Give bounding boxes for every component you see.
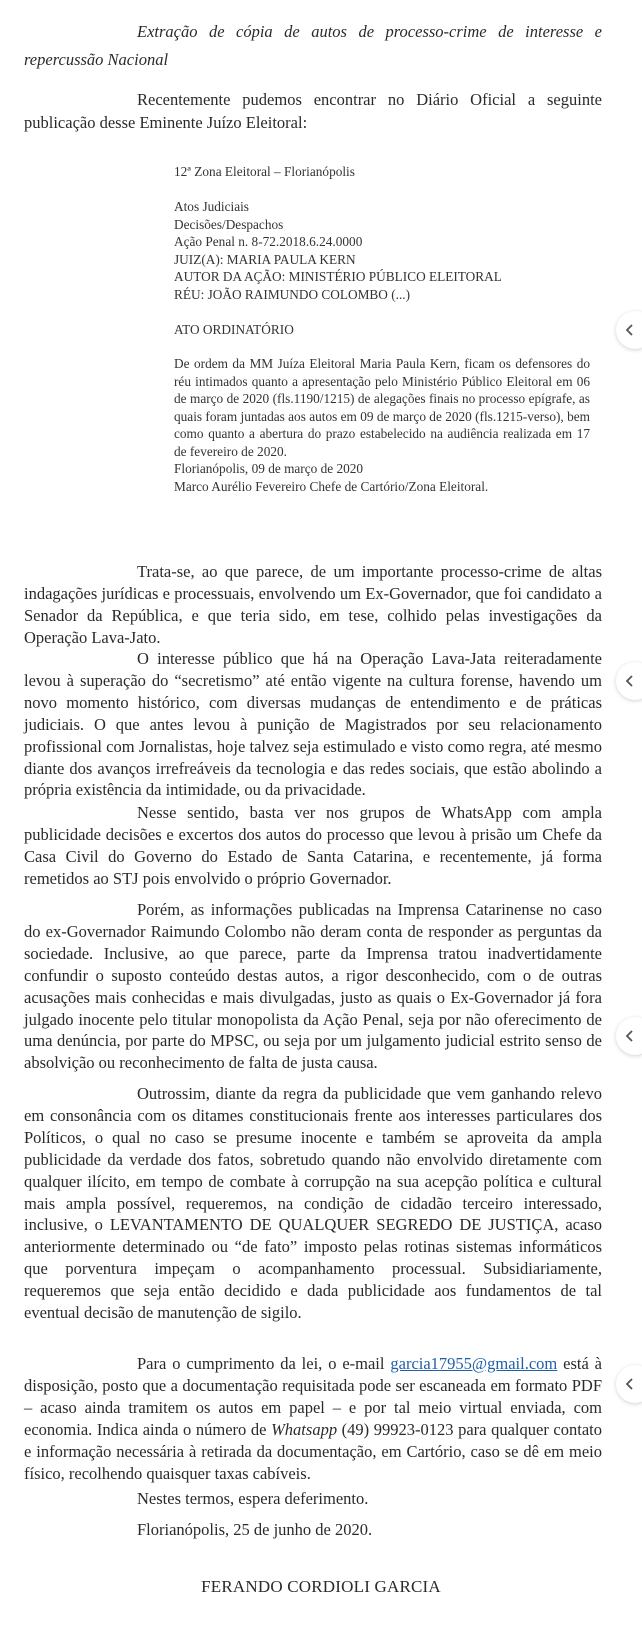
contact-paragraph (24, 1353, 602, 1484)
paragraph-3: Nesse sentido, basta ver nos grupos de WhatsApp com ampla publicidade decisões e excertos dos autos do processo que levou à prisão um Chefe da Casa Civil do Governo do Estado de Santa Catarina, e recentemente, já forma remetidos ao STJ pois envolvido o próprio Governador. (24, 803, 602, 888)
publication-line: RÉU: JOÃO RAIMUNDO COLOMBO (...) (174, 286, 411, 302)
body-paragraph (24, 648, 602, 801)
paragraph-5: Outrossim, diante da regra da publicidade que vem ganhando relevo em consonância com os ditames constitucionais frente aos interesses particulares dos Políticos, o qual no caso se presume inocente e também se aproveita da ampla publicidade da verdade dos fatos, sobretudo quando não envolvido diretamente com qualquer ilícito, em tempo de combate à corrupção na sua acepção política e cultural mais ampla possível, requeremos, na condição de cidadão terceiro interessado, inclusive, o LEVANTAMENTO DE QUALQUER SEGREDO DE JUSTIÇA, acaso anteriormente determinado ou “de fato” imposto pelas rotinas sistemas informáticos que porventura impeçam o acompanhamento processual. Subsidiariamente, requeremos que seja então decidido e dada publicidade aos fundamentos de tal eventual decisão de manutenção de sigilo. (24, 1084, 602, 1323)
signature-name: FERANDO CORDIOLI GARCIA (201, 1577, 441, 1596)
intro-paragraph: Recentemente pudemos encontrar no Diário Oficial a seguinte publicação desse Eminente Juízo Eleitoral: (24, 90, 602, 132)
contact-text-before: Para o cumprimento da lei, o e-mail (137, 1354, 391, 1373)
paragraph-4: Porém, as informações publicadas na Imprensa Catarinense no caso do ex-Governador Raimundo Colombo não deram conta de responder as perguntas da sociedade. Inclusive, ao que parece, parte da Imprensa tratou inadvertidamente confundir o suposto conteúdo destas autos, a rigor desconhecido, com o de outras acusações mais conhecidas e mais divulgadas, justo as quais o Ex-Governador já fora julgado inocente pelo titular monopolista da Ação Penal, seja por não oferecimento de uma denúncia, por parte do MPSC, ou seja por um julgamento judicial estrito senso de absolvição ou reconhecimento de falta de justa causa. (24, 900, 602, 1073)
body-paragraph (24, 561, 602, 649)
publication-zone: 12ª Zona Eleitoral – Florianópolis (174, 164, 355, 179)
contact-text-after: (49) 99923-0123 para qualquer contato e informação necessária à retirada da documentação, em Cartório, caso se dê em meio físico, recolhendo quaisquer taxas cabíveis. (24, 1419, 602, 1483)
body-paragraph (24, 899, 602, 1074)
act-place-date: Florianópolis, 09 de março de 2020 (174, 461, 364, 476)
closing-place-date: Florianópolis, 25 de junho de 2020. (137, 1520, 373, 1539)
body-paragraph (24, 1083, 602, 1324)
chevron-left-icon (625, 1030, 635, 1042)
contact-text-middle: está à disposição, posto que a documentação requisitada pode ser escaneada em formato PDF – acaso ainda tramitem os autos em papel – e por tal meio virtual enviada, com economia. Indica ainda o número de (24, 1354, 602, 1439)
side-nav-button[interactable] (616, 1017, 642, 1055)
act-signer: Marco Aurélio Fevereiro Chefe de Cartório/Zona Eleitoral. (174, 478, 489, 494)
publication-line: Ação Penal n. 8-72.2018.6.24.0000 (174, 234, 363, 249)
publication-line: JUIZ(A): MARIA PAULA KERN (174, 251, 356, 267)
paragraph-2: O interesse público que há na Operação Lava-Jata reiteradamente levou à superação do “secretismo” até então vigente na cultura forense, havendo um novo momento histórico, com diversas mudanças de entendimento e de práticas judiciais. O que antes levou à punição de Magistrados por seu relacionamento profissional com Jornalistas, hoje talvez seja estimulado e visto como regra, até mesmo diante dos avanços irrefreáveis da tecnologia e das redes sociais, que estão abolindo a própria existência da intimidade, ou da privacidade. (24, 649, 602, 800)
publication-line: AUTOR DA AÇÃO: MINISTÉRIO PÚBLICO ELEITORAL (174, 269, 502, 284)
email-link[interactable]: garcia17955@gmail.com (390, 1354, 558, 1373)
publication-line: Atos Judiciais (174, 199, 249, 214)
chevron-left-icon (625, 675, 635, 687)
chevron-left-icon (625, 324, 635, 336)
body-paragraph (24, 802, 602, 890)
document-title: Extração de cópia de autos de processo-crime de interesse e repercussão Nacional (24, 22, 602, 69)
act-text: De ordem da MM Juíza Eleitoral Maria Paula Kern, ficam os defensores do réu intimados quanto a apresentação pelo Ministério Público Eleitoral em 06 de março de 2020 (fls.1190/1215) de alegações finais no processo epígrafe, as quais foram juntadas aos autos em 09 de março de 2020 (fls.1215-verso), bem como quanto a abertura do prazo estabelecido na audiência realizada em 17 de fevereiro de 2020. (174, 356, 590, 459)
publication-line: Decisões/Despachos (174, 216, 284, 232)
whatsapp-label: Whatsapp (271, 1419, 338, 1439)
side-nav-button[interactable] (616, 311, 642, 349)
side-nav-button[interactable] (616, 1365, 642, 1403)
closing-text: Nestes termos, espera deferimento. (137, 1489, 369, 1508)
side-nav-button[interactable] (616, 662, 642, 700)
paragraph-1: Trata-se, ao que parece, de um importante processo-crime de altas indagações jurídicas e processuais, envolvendo um Ex-Governador, que foi candidato a Senador da República, e que teria sido, em tese, colhido pelas investigações da Operação Lava-Jato. (24, 562, 602, 647)
publication-quote (174, 163, 590, 495)
chevron-left-icon (625, 1378, 635, 1390)
act-title: ATO ORDINATÓRIO (174, 321, 294, 337)
